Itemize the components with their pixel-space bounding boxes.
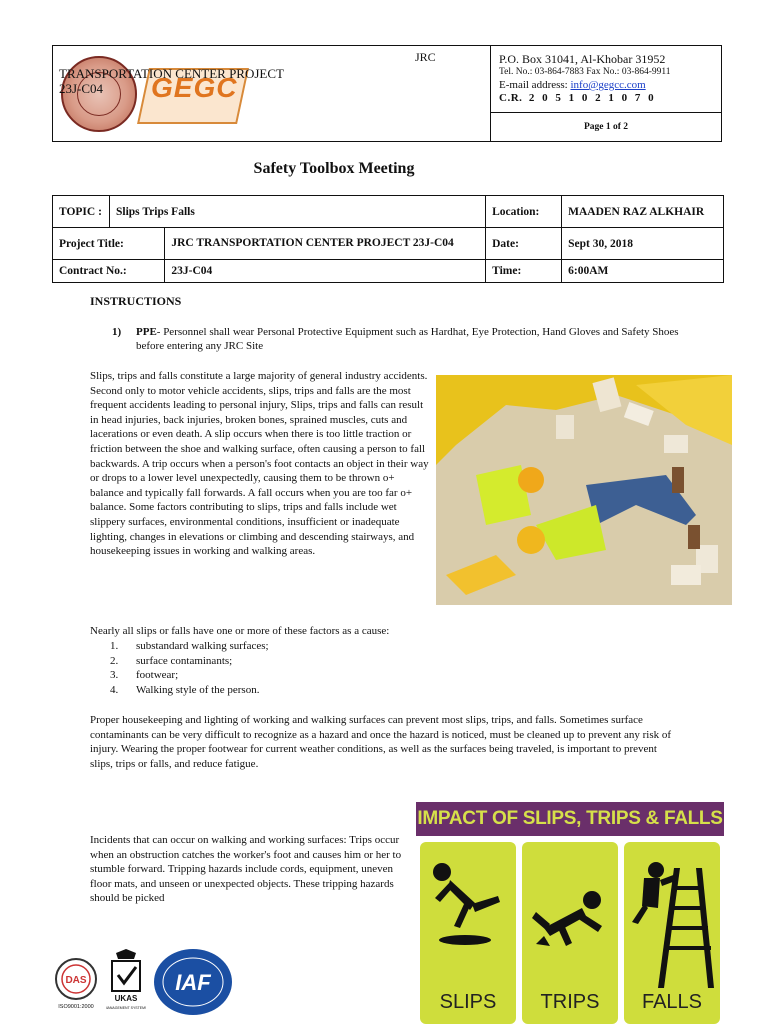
- address: P.O. Box 31041, Al-Khobar 31952: [499, 52, 666, 66]
- certification-logos: [50, 943, 240, 1024]
- poster-title: IMPACT OF SLIPS, TRIPS & FALLS: [416, 802, 724, 836]
- topic-label: TOPIC :: [53, 196, 110, 228]
- meeting-info-table: [52, 195, 724, 283]
- project-title-label: Project Title:: [53, 228, 165, 260]
- time-value: 6:00AM: [562, 260, 724, 283]
- iaf-text: IAF: [175, 970, 211, 995]
- contract-label: Contract No.:: [53, 260, 165, 283]
- incidents-paragraph: Incidents that can occur on walking and working surfaces: Trips occur when an obstruction catches the worker's foot and causes him or her to stumble forward. Tripping hazards include cords, equipment, uneven floor mats, and unseen or unexpected objects. These tripping hazards should be picked: [90, 834, 402, 905]
- iso-text: ISO9001:2000: [58, 1004, 94, 1010]
- falling-ladder-icon: [624, 848, 720, 988]
- slips-label: SLIPS: [439, 991, 497, 1013]
- date-label: Date:: [486, 228, 562, 260]
- phone-fax: Tel. No.: 03-864-7883 Fax No.: 03-864-9911: [499, 67, 671, 77]
- list-item: 1. substandard walking surfaces;: [110, 640, 269, 652]
- ukas-text: UKAS: [114, 994, 138, 1003]
- location-value: MAADEN RAZ ALKHAIR: [562, 196, 724, 228]
- accident-photo: [436, 375, 732, 605]
- date-value: Sept 30, 2018: [562, 228, 724, 260]
- impact-poster: [416, 802, 724, 1024]
- contact-block: [491, 46, 721, 113]
- letterhead: [52, 45, 722, 142]
- cr-number: C.R. 2 0 5 1 0 2 1 0 7 0: [499, 92, 657, 104]
- topic-value: Slips Trips Falls: [110, 196, 486, 228]
- slipping-figure-icon: [420, 848, 516, 988]
- poster-panel-falls: [624, 842, 720, 1024]
- page-number: Page 1 of 2: [583, 122, 629, 132]
- letterhead-logo-area: [53, 46, 491, 141]
- list-item: 3. footwear;: [110, 669, 179, 682]
- project-name: TRANSPORTATION CENTER PROJECT 23J-C04: [59, 66, 284, 96]
- project-title-value: JRC TRANSPORTATION CENTER PROJECT 23J-C04: [165, 228, 486, 260]
- housekeeping-paragraph: Proper housekeeping and lighting of working and walking surfaces can prevent most slips, trips, and falls. Sometimes surface contaminants can be very difficult to recognize as a hazard and once the hazard is noticed, must be cleaned up to prevent any risk of injury. Wearing the proper footwear for current weather conditions, as well as the surfaces being traveled, is important to prevent slips, trips or falls, and reduce fatigue.: [90, 714, 672, 770]
- ukas-logo: [106, 949, 146, 1019]
- ukas-sub-text: MANAGEMENT SYSTEMS: [106, 1006, 146, 1010]
- das-iso-logo: [52, 955, 100, 1011]
- gegc-logo: GEGC: [151, 72, 238, 103]
- location-label: Location:: [486, 196, 562, 228]
- instructions-heading: INSTRUCTIONS: [90, 294, 182, 308]
- instruction-item-ppe: 1) PPE- Personnel shall wear Personal Protective Equipment such as Hardhat, Eye Protection, Hand Gloves and Safety Shoes before entering any JRC Site: [112, 326, 679, 352]
- contract-value: 23J-C04: [165, 260, 486, 283]
- trips-label: TRIPS: [540, 991, 600, 1013]
- email-link[interactable]: info@gegcc.com: [570, 79, 646, 91]
- poster-panel-slips: [420, 842, 516, 1024]
- list-item: 2. surface contaminants;: [110, 654, 233, 667]
- tripping-figure-icon: [522, 848, 618, 988]
- list-item: 4. Walking style of the person.: [110, 683, 260, 696]
- iaf-logo: [152, 947, 234, 1017]
- factors-list: [110, 639, 269, 697]
- document-title: Safety Toolbox Meeting: [253, 160, 415, 177]
- jrc-label: JRC: [415, 50, 436, 64]
- factors-intro: Nearly all slips or falls have one or more of these factors as a cause:: [90, 625, 390, 637]
- email-line: E-mail address: info@gegcc.com: [499, 79, 646, 91]
- letterhead-contact: [491, 46, 721, 141]
- time-label: Time:: [486, 260, 562, 283]
- das-text: DAS: [65, 975, 87, 986]
- poster-panel-trips: [522, 842, 618, 1024]
- falls-label: FALLS: [641, 991, 703, 1013]
- intro-paragraph: Slips, trips and falls constitute a large majority of general industry accidents. Second only to motor vehicle accidents, slips, trips and falls are the most frequent accidents leading to personal injury, Slips, trips and falls can result in head injuries, back injuries, broken bones, sprained muscles, cuts and lacerations or even death. A slip occurs when there is too little traction or friction between the shoe and walking surface, often causing a person to fall backwards. A trip occurs when a person's foot contacts an object in their way or drops to a lower level unexpectedly, causing them to be thrown o+ balance and typically fall forwards. A fall occurs when you are too far o+ balance. Some factors contributing to slips, trips and falls include wet slippery surfaces, environmental conditions, insufficient or inadequate lighting, changes in elevations or climbing and descending stairways, and housekeeping issues in working and walking areas.: [90, 370, 429, 558]
